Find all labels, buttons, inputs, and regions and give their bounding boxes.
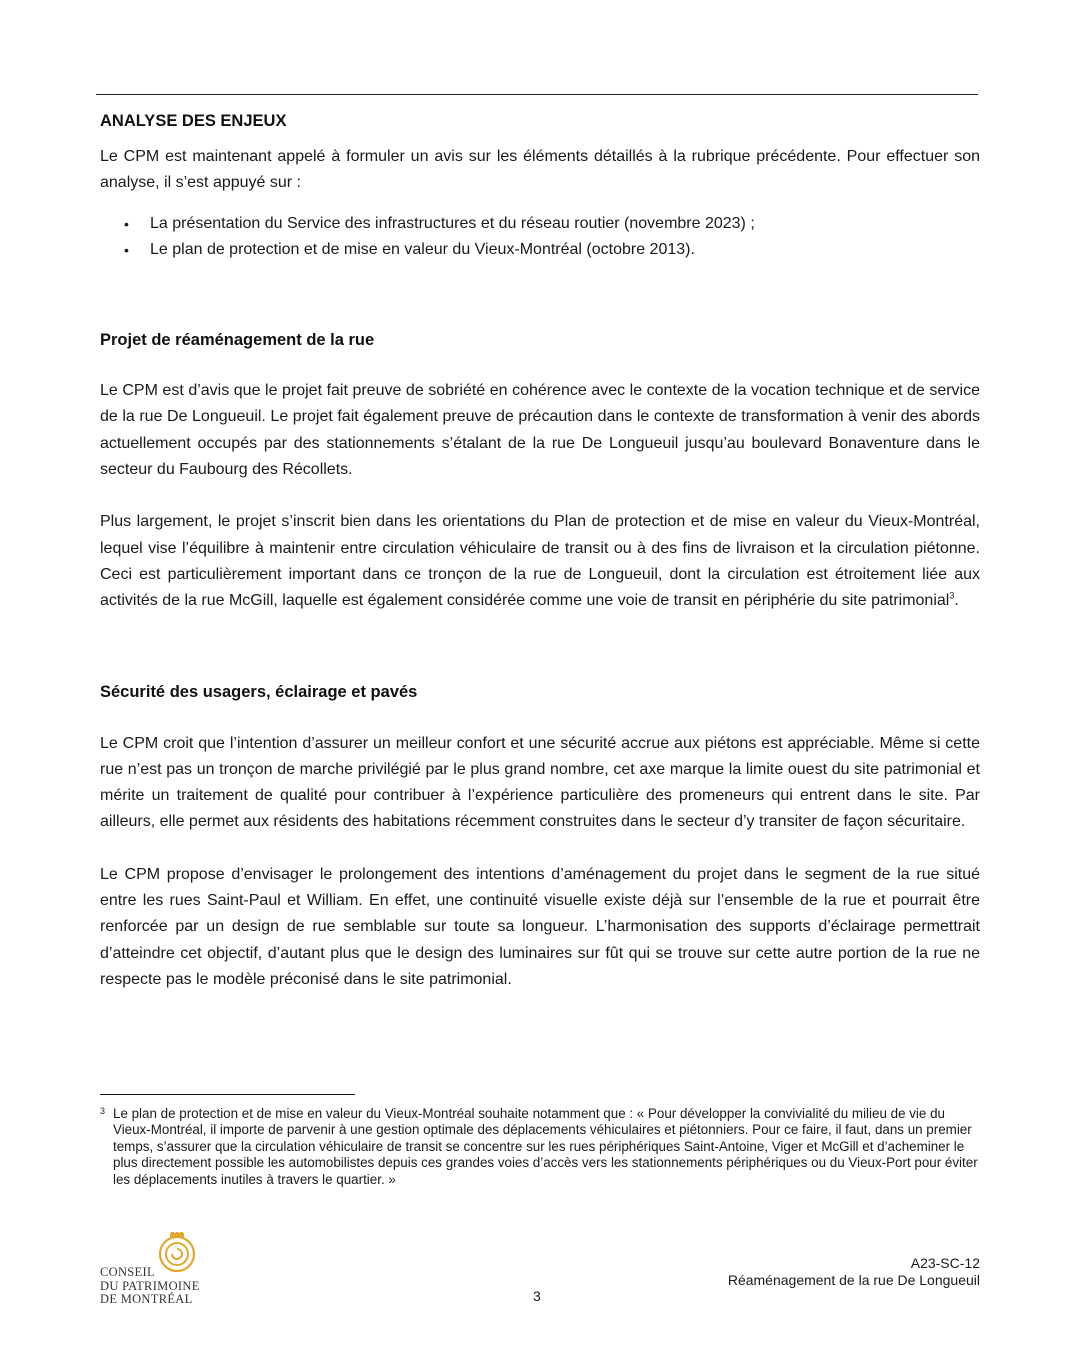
subsection-title-projet: Projet de réaménagement de la rue [100,331,375,350]
cpm-logo [100,1232,220,1312]
paragraph: Le CPM croit que l’intention d’assurer un meilleur confort et une sécurité accrue aux piétons est appréciable. Même si cette rue n’est pas un tronçon de marche privilégié par le plus grand nombre, cet axe marque la limite ouest du site patrimonial et mérite un traitement de qualité pour contribuer à l’expérience particulière des promeneurs qui entrent dans le site. Par ailleurs, elle permet aux résidents des habitations récemment construites dans le secteur d’y transiter de façon sécuritaire. [100,734,980,831]
document-title: Réaménagement de la rue De Longueuil [727,1272,980,1288]
paragraph [100,509,980,614]
page-content [100,108,980,993]
footnote [100,1106,980,1188]
source-list [100,211,980,264]
header-rule [96,94,978,95]
paragraph: Le CPM est d’avis que le projet fait preuve de sobriété en cohérence avec le contexte de la vocation technique et de service de la rue De Longueuil. Le projet fait également preuve de précaution dans le contexte de transformation à venir des abords actuellement occupés par des stationnements s’étalant de la rue De Longueuil jusqu’au boulevard Bonaventure dans le secteur du Faubourg des Récollets. [100,382,980,479]
section-intro: Le CPM est maintenant appelé à formuler un avis sur les éléments détaillés à la rubrique précédente. Pour effectuer son analyse, il s’est appuyé sur : [100,148,980,192]
footnote-reference: 3 [949,590,955,601]
list-item: • La présentation du Service des infrastructures et du réseau routier (novembre 2023) ; [100,211,980,237]
footnote-text: Le plan de protection et de mise en valeur du Vieux-Montréal souhaite notamment que : « Pour développer la convivialité du milieu de vie du Vieux-Montréal, il importe de parvenir à une gestion optimale des déplacements véhiculaires et piétonniers. Pour ce faire, il faut, dans un premier temps, s’assurer que la circulation véhiculaire de transit se concentre sur les rues périphériques Saint-Antoine, Viger et McGill et d’acheminer le plus directement possible les automobilistes depuis ces grandes voies d’accès vers les stationnements périphériques ou du Vieux-Port pour éviter les déplacements inutiles à travers le quartier. » [113,1106,978,1187]
footnote-number: 3 [100,1106,106,1116]
section-title: ANALYSE DES ENJEUX [100,112,287,130]
logo-line: DU PATRIMOINE [100,1278,200,1293]
list-item: • Le plan de protection et de mise en valeur du Vieux-Montréal (octobre 2013). [100,237,980,263]
subsection-title-securite: Sécurité des usagers, éclairage et pavés [100,682,418,701]
paragraph-end: . [954,592,959,610]
reference-code: A23-SC-12 [910,1255,980,1271]
footnote-rule [100,1094,355,1095]
paragraph: Le CPM propose d’envisager le prolongement des intentions d’aménagement du projet dans le segment de la rue situé entre les rues Saint-Paul et William. En effet, une continuité visuelle existe déjà sur l’ensemble de la rue et pourrait être renforcée par un design de rue semblable sur toute sa longueur. L’harmonisation des supports d’éclairage permettrait d’atteindre cet objectif, d’autant plus que le design des luminaires sur fût qui se trouve sur cette autre portion de la rue ne respecte pas le modèle préconisé dans le site patrimonial. [100,865,980,988]
logo-line: CONSEIL [100,1265,155,1279]
document-reference [728,1255,980,1289]
logo-line: DE MONTRÉAL [100,1292,193,1306]
paragraph-text: Plus largement, le projet s’inscrit bien dans les orientations du Plan de protection et de mise en valeur du Vieux-Montréal, lequel vise l’équilibre à maintenir entre circulation véhiculaire de transit ou à des fins de livraison et la circulation piétonne. Ceci est particulièrement important dans ce tronçon de la rue de Longueuil, dont la circulation est étroitement liée aux activités de la rue McGill, laquelle est également considérée comme une voie de transit en périphérie du site patrimonial [100,513,980,610]
logo-text [100,1266,200,1307]
page-number: 3 [533,1288,541,1304]
